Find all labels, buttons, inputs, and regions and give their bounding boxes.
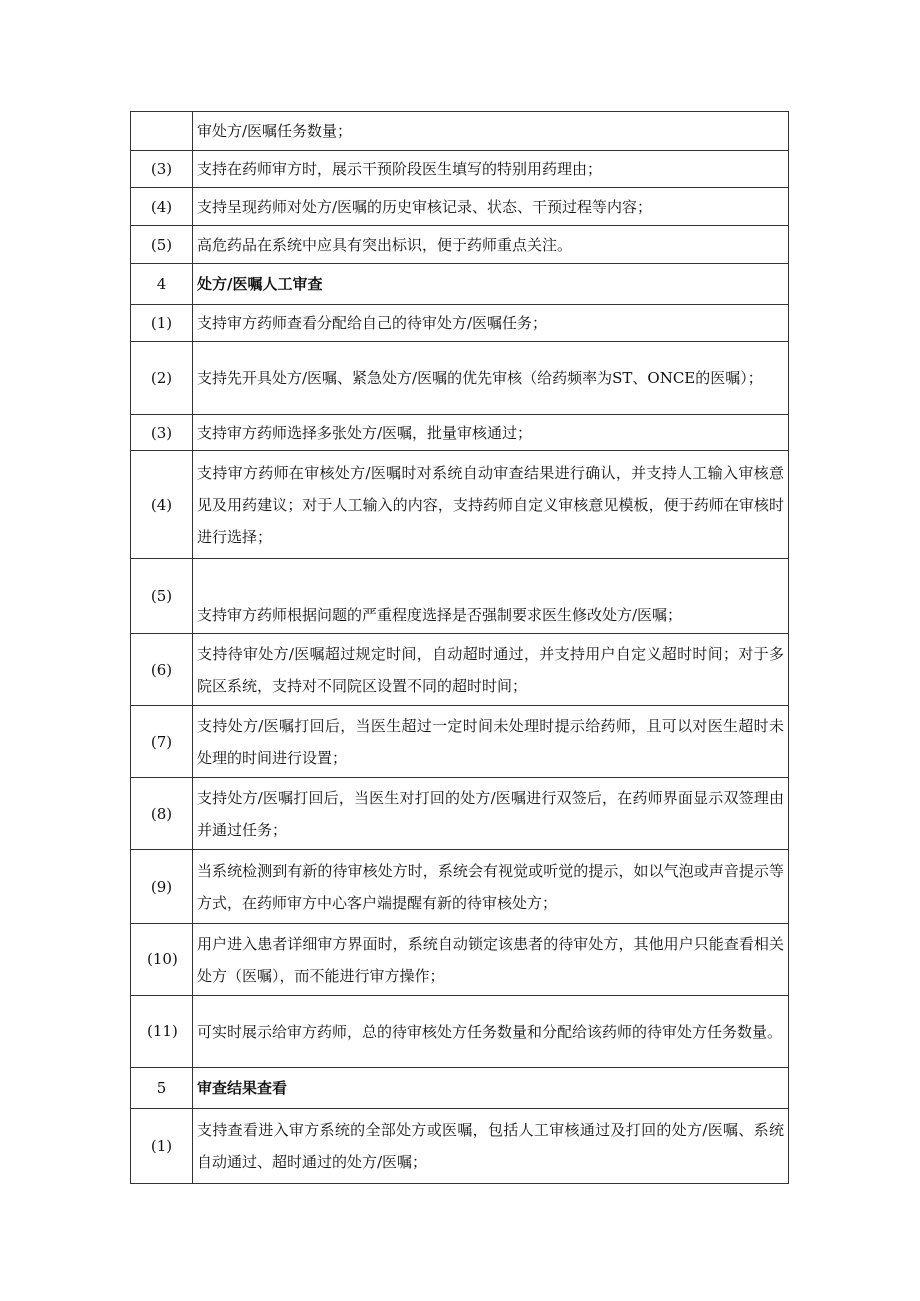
row-text: 高危药品在系统中应具有突出标识，便于药师重点关注。 xyxy=(193,226,789,264)
table-row xyxy=(131,305,789,342)
row-number: (2) xyxy=(131,342,193,415)
row-number: (3) xyxy=(131,151,193,188)
row-number: (3) xyxy=(131,415,193,451)
table-row xyxy=(131,342,789,415)
row-text: 可实时展示给审方药师，总的待审核处方任务数量和分配给该药师的待审处方任务数量。 xyxy=(193,996,789,1068)
row-text: 用户进入患者详细审方界面时，系统自动锁定该患者的待审处方，其他用户只能查看相关处方（医嘱），而不能进行审方操作； xyxy=(193,924,789,996)
row-number: (1) xyxy=(131,305,193,342)
table-row xyxy=(131,996,789,1068)
table-row xyxy=(131,778,789,850)
row-number: (9) xyxy=(131,850,193,924)
row-number: (4) xyxy=(131,188,193,226)
row-number: (7) xyxy=(131,706,193,778)
table-row xyxy=(131,634,789,706)
table-row xyxy=(131,559,789,634)
row-text: 支持查看进入审方系统的全部处方或医嘱，包括人工审核通过及打回的处方/医嘱、系统自动通过、超时通过的处方/医嘱； xyxy=(193,1109,789,1184)
table-row xyxy=(131,924,789,996)
row-text: 当系统检测到有新的待审核处方时，系统会有视觉或听觉的提示，如以气泡或声音提示等方式，在药师审方中心客户端提醒有新的待审核处方； xyxy=(193,850,789,924)
row-number: (1) xyxy=(131,1109,193,1184)
row-text: 支持审方药师根据问题的严重程度选择是否强制要求医生修改处方/医嘱； xyxy=(193,559,789,634)
table-row xyxy=(131,226,789,264)
table-row xyxy=(131,850,789,924)
row-text: 支持审方药师在审核处方/医嘱时对系统自动审查结果进行确认，并支持人工输入审核意见及用药建议；对于人工输入的内容，支持药师自定义审核意见模板，便于药师在审核时进行选择； xyxy=(193,451,789,559)
table-row xyxy=(131,415,789,451)
table-row xyxy=(131,1109,789,1184)
row-text: 支持审方药师选择多张处方/医嘱，批量审核通过； xyxy=(193,415,789,451)
row-number: (11) xyxy=(131,996,193,1068)
section-title: 处方/医嘱人工审查 xyxy=(193,264,789,305)
row-number: (6) xyxy=(131,634,193,706)
table-row xyxy=(131,451,789,559)
table-row xyxy=(131,706,789,778)
row-text: 支持先开具处方/医嘱、紧急处方/医嘱的优先审核（给药频率为ST、ONCE的医嘱）； xyxy=(193,342,789,415)
row-number xyxy=(131,112,193,151)
section-title: 审查结果查看 xyxy=(193,1068,789,1109)
requirements-table xyxy=(130,111,789,1184)
row-number: (4) xyxy=(131,451,193,559)
row-number: (5) xyxy=(131,226,193,264)
table-row xyxy=(131,151,789,188)
table-row xyxy=(131,188,789,226)
row-number: (10) xyxy=(131,924,193,996)
row-text: 支持在药师审方时，展示干预阶段医生填写的特别用药理由； xyxy=(193,151,789,188)
table-row xyxy=(131,112,789,151)
section-number: 5 xyxy=(131,1068,193,1109)
row-text: 支持处方/医嘱打回后，当医生对打回的处方/医嘱进行双签后，在药师界面显示双签理由并通过任务； xyxy=(193,778,789,850)
row-text: 支持处方/医嘱打回后，当医生超过一定时间未处理时提示给药师，且可以对医生超时未处理的时间进行设置； xyxy=(193,706,789,778)
row-text: 支持待审处方/医嘱超过规定时间，自动超时通过，并支持用户自定义超时时间；对于多院区系统，支持对不同院区设置不同的超时时间； xyxy=(193,634,789,706)
row-number: (5) xyxy=(131,559,193,634)
row-text: 支持审方药师查看分配给自己的待审处方/医嘱任务； xyxy=(193,305,789,342)
section-number: 4 xyxy=(131,264,193,305)
row-text: 审处方/医嘱任务数量； xyxy=(193,112,789,151)
row-number: (8) xyxy=(131,778,193,850)
row-text: 支持呈现药师对处方/医嘱的历史审核记录、状态、干预过程等内容； xyxy=(193,188,789,226)
section-row xyxy=(131,264,789,305)
section-row xyxy=(131,1068,789,1109)
